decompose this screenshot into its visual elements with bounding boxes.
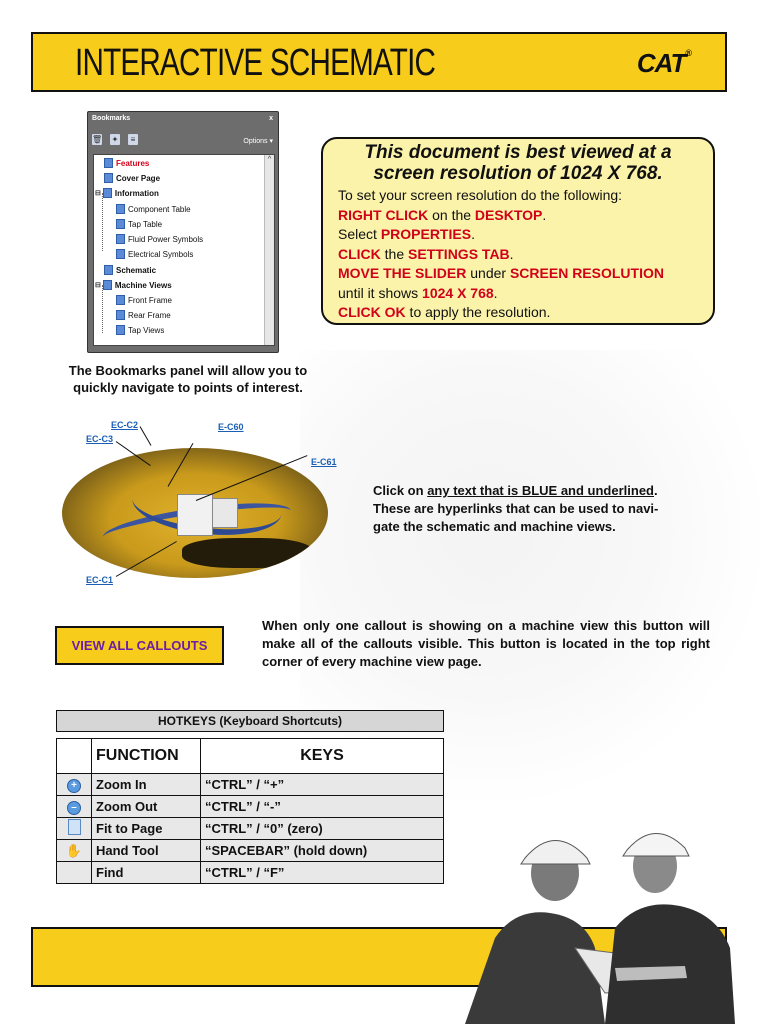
header-bar	[31, 32, 727, 92]
zoom-in-icon: +	[67, 779, 81, 793]
view-all-caption: When only one callout is showing on a machine view this button will make all of the callouts visible. This button is located in the top right corner of every machine view page.	[262, 618, 710, 669]
table-row	[57, 774, 444, 796]
view-all-callouts-button[interactable]	[55, 626, 224, 665]
page-title: INTERACTIVE SCHEMATIC	[75, 42, 436, 84]
bookmark-item-electrical-symbols: Electrical Symbols	[116, 249, 193, 259]
resolution-heading: This document is best viewed at a screen resolution of 1024 X 768.	[364, 142, 672, 184]
bookmark-icon	[116, 325, 125, 335]
bookmark-icon	[103, 188, 112, 198]
function-column-header: FUNCTION	[92, 739, 201, 774]
callout-link-e-c61[interactable]: E-C61	[311, 457, 337, 467]
hotkey-function: Find	[92, 862, 201, 884]
hotkey-keys: “CTRL” / “F”	[201, 862, 444, 884]
hotkeys-title: HOTKEYS (Keyboard Shortcuts)	[56, 710, 444, 732]
bookmark-item-information: ⊟ Information	[95, 188, 159, 198]
resolution-note	[321, 137, 715, 325]
bookmarks-caption: The Bookmarks panel will allow you to quickly navigate to points of interest.	[68, 363, 308, 395]
hyperlink-caption: Click on any text that is BLUE and underlined. These are hyperlinks that can be used to navi- gate the schematic and machine views.	[373, 483, 659, 534]
icon-column-header	[57, 739, 92, 774]
hotkey-keys: “CTRL” / “+”	[201, 774, 444, 796]
bookmark-item-tap-views: Tap Views	[116, 325, 164, 335]
frame-shadow	[182, 538, 312, 568]
tree-line	[102, 285, 103, 333]
bookmark-icon	[104, 173, 113, 183]
view-all-callouts-label: VIEW ALL CALLOUTS	[71, 638, 208, 653]
cat-logo: CAT®	[636, 48, 691, 78]
hand-tool-icon: ✋	[65, 842, 83, 858]
bookmarks-panel	[87, 111, 279, 353]
bookmark-icon	[116, 204, 125, 214]
zoom-out-icon: –	[67, 801, 81, 815]
bookmarks-panel-title: Bookmarks	[92, 115, 131, 122]
table-row	[57, 840, 444, 862]
resolution-steps: To set your screen resolution do the following: RIGHT CLICK on the DESKTOP. Select PROPERTIES. CLICK the SETTINGS TAB. MOVE THE SLIDER under SCREEN RESOLUTION until it shows 1024 X 768. CLICK OK to apply the resolution.	[338, 187, 664, 320]
bookmark-icon	[103, 280, 112, 290]
close-icon: x	[269, 115, 273, 122]
scroll-up-icon: ^	[267, 156, 272, 163]
table-row	[57, 862, 444, 884]
options-menu: Options ▾	[243, 138, 273, 145]
machine-view-photo	[62, 448, 328, 578]
tree-line	[102, 193, 103, 251]
callout-leader	[140, 426, 152, 446]
collapse-icon: ⊟	[95, 282, 101, 289]
bookmark-icon	[116, 234, 125, 244]
hotkey-function: Zoom Out	[92, 796, 201, 818]
hotkey-keys: “CTRL” / “-”	[201, 796, 444, 818]
bookmark-icon	[104, 158, 113, 168]
hotkey-function: Fit to Page	[92, 818, 201, 840]
fit-page-icon	[68, 819, 81, 835]
collapse-icon: ⊟	[95, 190, 101, 197]
connector-block	[212, 498, 238, 528]
bookmark-icon	[104, 265, 113, 275]
table-header-row	[57, 739, 444, 774]
scrollbar	[264, 155, 274, 345]
bookmark-item-tap-table: Tap Table	[116, 219, 162, 229]
bookmark-icon	[116, 310, 125, 320]
hotkeys-table	[56, 738, 444, 884]
table-row	[57, 818, 444, 840]
workers-photo	[455, 818, 735, 1024]
keys-column-header: KEYS	[201, 739, 444, 774]
callout-link-ec-c3[interactable]: EC-C3	[86, 434, 114, 444]
callout-link-ec-c2[interactable]: EC-C2	[111, 420, 139, 430]
hotkey-keys: “CTRL” / “0” (zero)	[201, 818, 444, 840]
bookmark-item-machine-views: ⊟ Machine Views	[95, 280, 172, 290]
hotkey-keys: “SPACEBAR” (hold down)	[201, 840, 444, 862]
hotkey-function: Zoom In	[92, 774, 201, 796]
bookmarks-toolbar	[92, 134, 138, 145]
callout-link-e-c60[interactable]: E-C60	[218, 422, 244, 432]
new-bookmark-icon: ✦	[111, 135, 119, 144]
bookmark-icon	[116, 249, 125, 259]
bookmark-item-fluid-power-symbols: Fluid Power Symbols	[116, 234, 203, 244]
hotkey-function: Hand Tool	[92, 840, 201, 862]
bookmark-item-schematic: Schematic	[104, 265, 156, 275]
callout-link-ec-c1[interactable]: EC-C1	[86, 575, 114, 585]
bookmark-icon	[116, 295, 125, 305]
bookmarks-tree	[93, 154, 275, 346]
bookmark-item-component-table: Component Table	[116, 204, 191, 214]
bookmark-item-features: Features	[104, 158, 149, 168]
bookmark-item-cover-page: Cover Page	[104, 173, 160, 183]
bookmark-icon	[116, 219, 125, 229]
bookmark-properties-icon: ≡	[128, 134, 138, 145]
bookmark-item-rear-frame: Rear Frame	[116, 310, 171, 320]
table-row	[57, 796, 444, 818]
bookmark-item-front-frame: Front Frame	[116, 295, 172, 305]
trash-icon: 🗑	[92, 135, 103, 144]
